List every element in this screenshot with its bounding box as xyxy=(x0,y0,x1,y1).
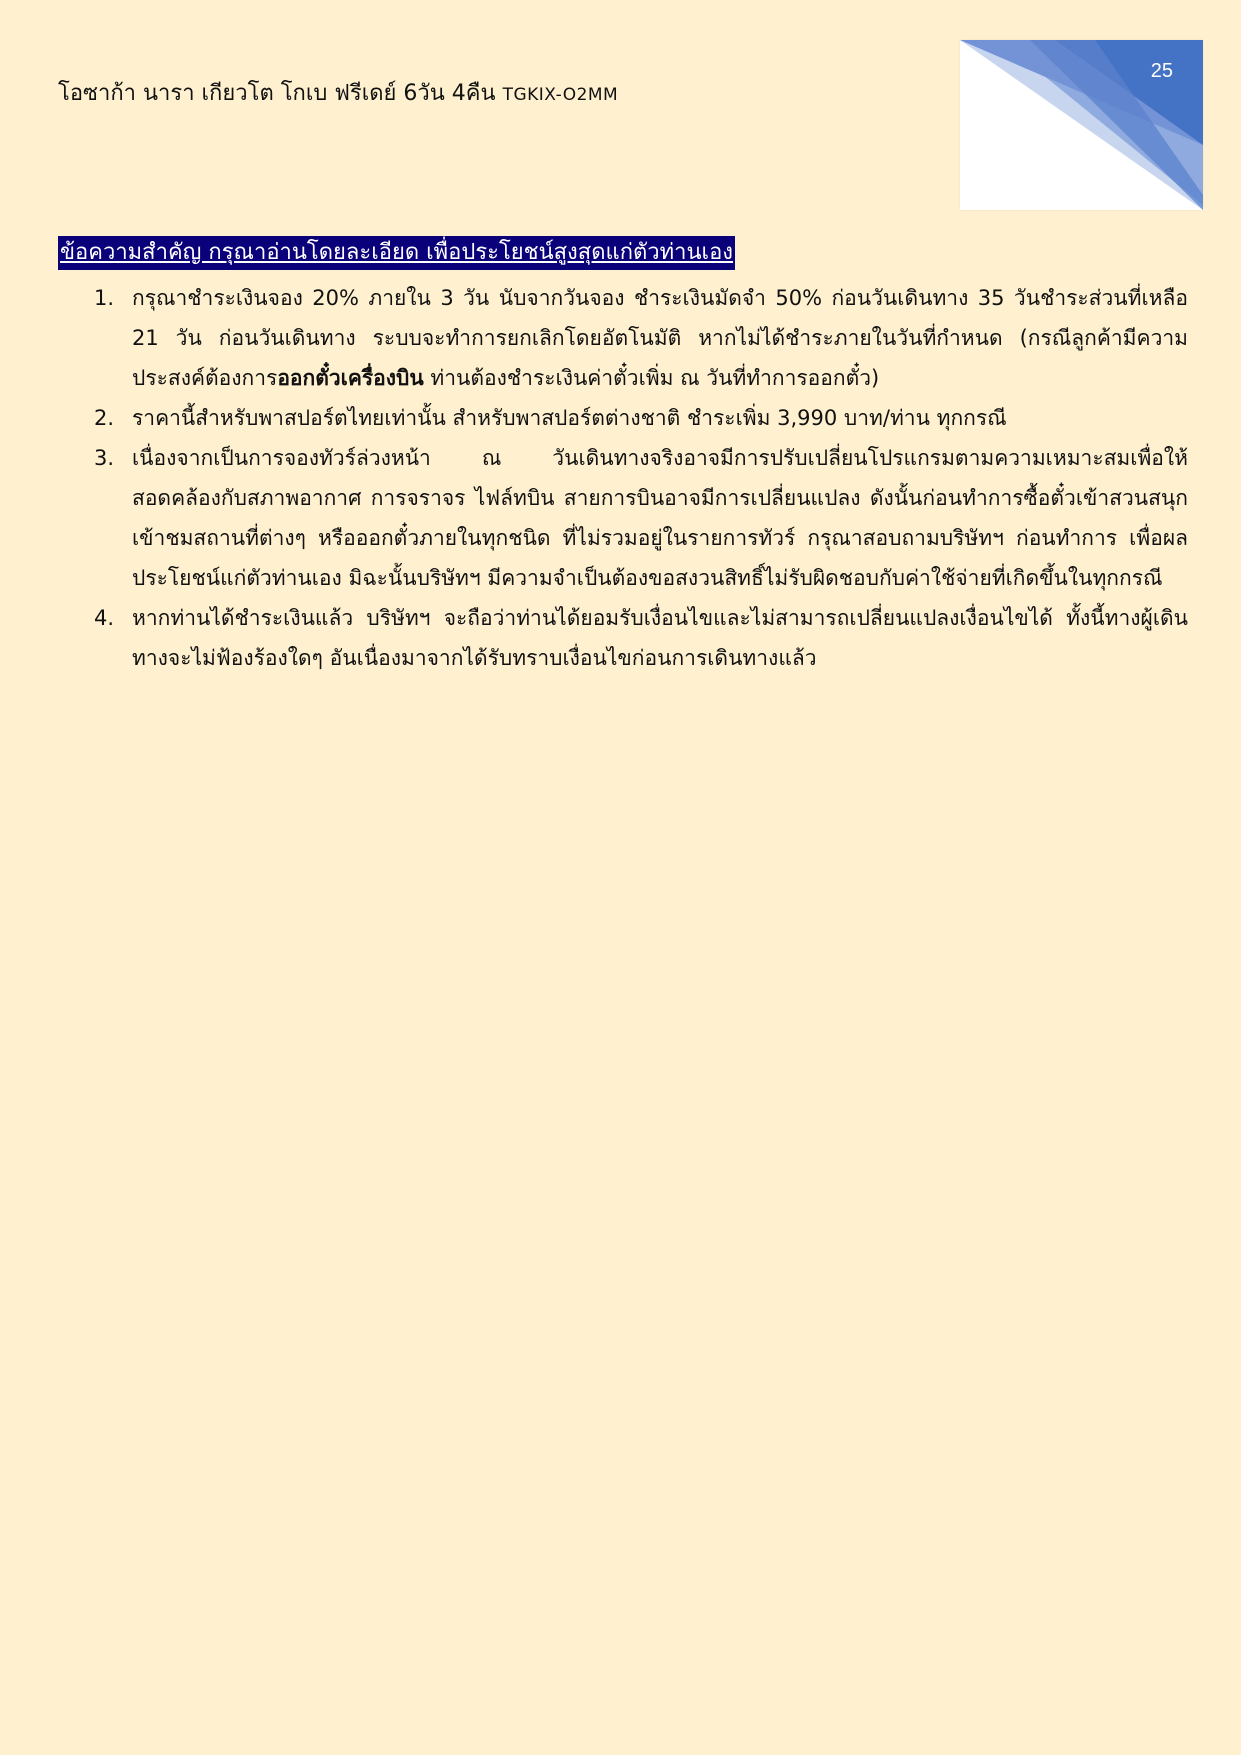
list-item-text xyxy=(132,286,1188,390)
important-notice-heading: ข้อความสำคัญ กรุณาอ่านโดยละเอียด เพื่อประโยชน์สูงสุดแก่ตัวท่านเอง xyxy=(58,236,735,270)
list-item xyxy=(58,278,1188,398)
list-item-number: 4. xyxy=(94,606,115,630)
document-title xyxy=(58,78,618,111)
page-number: 25 xyxy=(1150,60,1173,82)
list-item xyxy=(58,438,1188,598)
list-item-text: เนื่องจากเป็นการจองทัวร์ล่วงหน้า ณ วันเดินทางจริงอาจมีการปรับเปลี่ยนโปรแกรมตามความเหมาะสมเพื่อให้สอดคล้องกับสภาพอากาศ การจราจร ไฟล์ทบิน สายการบินอาจมีการเปลี่ยนแปลง ดังนั้นก่อนทำการซื้อตั๋วเข้าสวนสนุก เข้าชมสถานที่ต่างๆ หรือออกตั๋วภายในทุกชนิด ที่ไม่รวมอยู่ในรายการทัวร์ กรุณาสอบถามบริษัทฯ ก่อนทำการ เพื่อผลประโยชน์แก่ตัวท่านเอง มิฉะนั้นบริษัทฯ มีความจำเป็นต้องขอสงวนสิทธิ์ไม่รับผิดชอบกับค่าใช้จ่ายที่เกิดขึ้นในทุกกรณี xyxy=(132,446,1188,590)
list-item xyxy=(58,398,1188,438)
list-item-number: 3. xyxy=(94,446,115,470)
list-item-text-before: กรุณาชำระเงินจอง 20% ภายใน 3 วัน นับจากวันจอง ชำระเงินมัดจำ 50% ก่อนวันเดินทาง 35 วันชำระส่วนที่เหลือ 21 วัน ก่อนวันเดินทาง ระบบจะทำการยกเลิกโดยอัตโนมัติ หากไม่ได้ชำระภายในวันที่กำหนด (กรณีลูกค้ามีความประสงค์ต้องการ xyxy=(132,286,1188,390)
tour-name: โอซาก้า นารา เกียวโต โกเบ ฟรีเดย์ 6วัน 4คืน xyxy=(58,81,496,106)
list-item-number: 2. xyxy=(94,406,115,430)
list-item-text-after: ท่านต้องชำระเงินค่าตั๋วเพิ่ม ณ วันที่ทำการออกตั๋ว) xyxy=(423,366,880,390)
terms-list xyxy=(58,278,1188,678)
page-corner-decoration xyxy=(960,40,1203,210)
tour-code: TGKIX-O2MM xyxy=(502,85,619,105)
list-item xyxy=(58,598,1188,678)
list-item-bold-text: ออกตั๋วเครื่องบิน xyxy=(277,366,424,390)
list-item-text: หากท่านได้ชำระเงินแล้ว บริษัทฯ จะถือว่าท่านได้ยอมรับเงื่อนไขและไม่สามารถเปลี่ยนแปลงเงื่อนไขได้ ทั้งนี้ทางผู้เดินทางจะไม่ฟ้องร้องใดๆ อันเนื่องมาจากได้รับทราบเงื่อนไขก่อนการเดินทางแล้ว xyxy=(132,606,1188,670)
list-item-number: 1. xyxy=(94,286,115,310)
list-item-text: ราคานี้สำหรับพาสปอร์ตไทยเท่านั้น สำหรับพาสปอร์ตต่างชาติ ชำระเพิ่ม 3,990 บาท/ท่าน ทุกกรณี xyxy=(132,406,1007,430)
